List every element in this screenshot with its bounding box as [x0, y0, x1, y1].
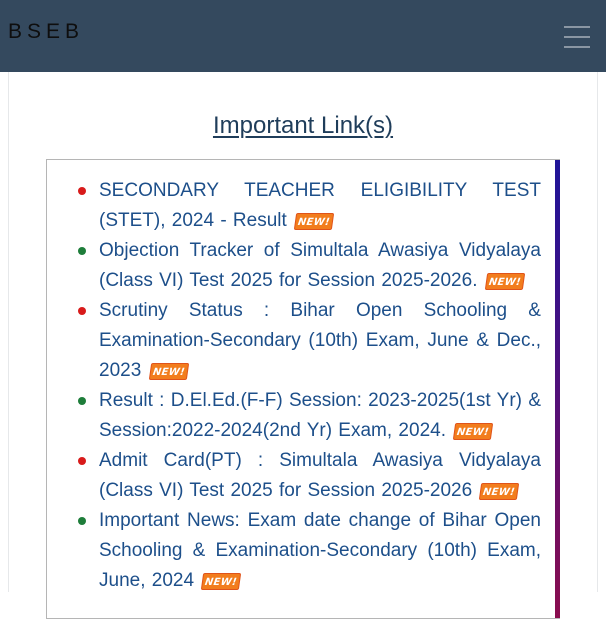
link-item-important-news[interactable] — [47, 506, 541, 596]
link-item-deled-result[interactable] — [47, 386, 541, 446]
bullet-icon — [78, 187, 86, 195]
new-badge-icon: NEW! — [201, 573, 241, 590]
important-links-list — [47, 176, 541, 596]
link-item-stet-result[interactable] — [47, 176, 541, 236]
hamburger-menu-icon[interactable] — [564, 26, 592, 48]
new-badge-icon: NEW! — [485, 273, 525, 290]
important-links-box — [46, 159, 560, 619]
top-navbar — [0, 0, 606, 72]
bullet-icon — [78, 307, 86, 315]
link-item-admit-card[interactable] — [47, 446, 541, 506]
new-badge-icon: NEW! — [453, 423, 493, 440]
page-title: Important Link(s) — [212, 112, 394, 139]
link-text[interactable]: SECONDARY TEACHER ELIGIBILITY TEST (STET), 2024 - Result — [99, 180, 541, 231]
new-badge-icon: NEW! — [148, 363, 188, 380]
bullet-icon — [78, 397, 86, 405]
link-text[interactable]: Result : D.El.Ed.(F-F) Session: 2023-2025(1st Yr) & Session:2022-2024(2nd Yr) Exam, 2024. — [99, 390, 541, 441]
new-badge-icon: NEW! — [294, 213, 334, 230]
new-badge-icon: NEW! — [479, 483, 519, 500]
link-text[interactable]: Scrutiny Status : Bihar Open Schooling & Examination-Secondary (10th) Exam, June & Dec., 2023 — [99, 300, 541, 381]
link-item-objection-tracker[interactable] — [47, 236, 541, 296]
link-text[interactable]: Important News: Exam date change of Bihar Open Schooling & Examination-Secondary (10th) Exam, June, 2024 — [99, 510, 541, 591]
brand-logo-text[interactable]: BSEB — [8, 20, 85, 43]
bullet-icon — [78, 247, 86, 255]
link-text[interactable]: Objection Tracker of Simultala Awasiya Vidyalaya (Class VI) Test 2025 for Session 2025-2026. — [99, 240, 541, 291]
link-text[interactable]: Admit Card(PT) : Simultala Awasiya Vidyalaya (Class VI) Test 2025 for Session 2025-2026 — [99, 450, 541, 501]
bullet-icon — [78, 457, 86, 465]
bullet-icon — [78, 517, 86, 525]
link-item-scrutiny-status[interactable] — [47, 296, 541, 386]
